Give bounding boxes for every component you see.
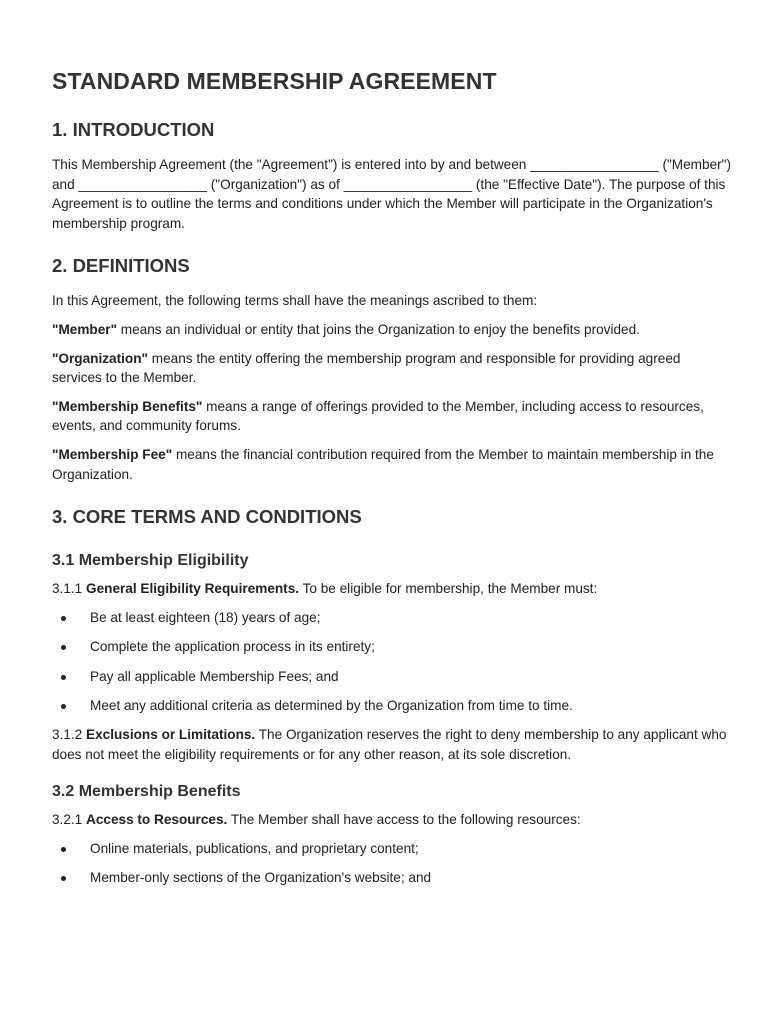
clause-text: The Organization reserves the right to deny membership to any applicant who does not meet the eligibility requirements or for any other reason, at its sole discretion. — [52, 727, 727, 762]
section-heading-introduction: 1. INTRODUCTION — [52, 119, 215, 140]
document-page — [52, 68, 732, 898]
clause-exclusions — [52, 725, 732, 764]
bullet-icon — [61, 847, 66, 852]
list-item-text: Be at least eighteen (18) years of age; — [90, 609, 321, 625]
definition-member — [52, 320, 732, 340]
effective-date-blank: _________________ — [343, 176, 473, 192]
clause-term: Exclusions or Limitations. — [86, 727, 256, 743]
intro-line1: This Membership Agreement (the "Agreement") is entered into by and between — [52, 157, 527, 172]
list-item-text: Meet any additional criteria as determined by the Organization from time to time. — [90, 697, 573, 713]
clause-access-to-resources — [52, 810, 732, 830]
definition-term: "Member" — [52, 321, 118, 337]
list-item — [52, 667, 732, 687]
clause-number: 3.1.1 — [52, 581, 87, 597]
list-item — [52, 637, 732, 657]
bullet-icon — [61, 675, 66, 680]
clause-number: 3.2.1 — [52, 812, 87, 828]
clause-term: General Eligibility Requirements. — [86, 581, 300, 597]
section-heading-definitions: 2. DEFINITIONS — [52, 255, 190, 277]
document-title: STANDARD MEMBERSHIP AGREEMENT — [52, 68, 497, 94]
bullet-icon — [61, 645, 66, 650]
member-name-blank: _________________ — [530, 157, 659, 172]
list-item-text: Member-only sections of the Organization's website; and — [90, 870, 432, 886]
definition-membership-fee — [52, 445, 732, 484]
definition-term: "Membership Benefits" — [52, 398, 203, 414]
subsection-heading-eligibility: 3.1 Membership Eligibility — [52, 552, 249, 570]
definition-term: "Organization" — [52, 350, 148, 366]
clause-number: 3.1.2 — [52, 727, 87, 743]
definition-organization — [52, 349, 732, 388]
organization-label: ("Organization") as of — [207, 176, 340, 192]
list-item-text: Online materials, publications, and proprietary content; — [90, 841, 419, 857]
list-item-text: Pay all applicable Membership Fees; and — [90, 668, 339, 684]
eligibility-requirements-list — [52, 608, 732, 716]
organization-name-blank: _________________ — [78, 176, 207, 192]
intro-rest: (the "Effective Date"). The purpose of this Agreement is to outline the terms and conditions under which the Member will participate in the Organization's membership program. — [52, 176, 726, 231]
list-item-text: Complete the application process in its entirety; — [90, 639, 375, 655]
list-item — [52, 839, 732, 859]
bullet-icon — [61, 704, 66, 709]
definition-membership-benefits — [52, 397, 732, 436]
section-heading-core-terms: 3. CORE TERMS AND CONDITIONS — [52, 506, 362, 528]
definition-term: "Membership Fee" — [52, 446, 173, 462]
member-label: ("Member") and — [52, 157, 732, 192]
clause-general-eligibility — [52, 579, 732, 599]
introduction-paragraph — [52, 155, 732, 233]
list-item — [52, 608, 732, 628]
list-item — [52, 696, 732, 716]
definitions-lead: In this Agreement, the following terms shall have the meanings ascribed to them: — [52, 293, 538, 309]
clause-term: Access to Resources. — [86, 812, 228, 828]
definition-text: means an individual or entity that joins the Organization to enjoy the benefits provided. — [117, 321, 640, 337]
resources-list — [52, 839, 732, 888]
subsection-heading-benefits: 3.2 Membership Benefits — [52, 783, 241, 801]
definition-text: means a range of offerings provided to the Member, including access to resources, events, and community forums. — [52, 398, 704, 434]
bullet-icon — [61, 616, 66, 621]
list-item — [52, 868, 732, 888]
clause-text: To be eligible for membership, the Member must: — [299, 581, 598, 597]
definition-text: means the financial contribution required from the Member to maintain membership in the Organization. — [52, 446, 714, 482]
bullet-icon — [61, 876, 66, 881]
clause-text: The Member shall have access to the following resources: — [227, 812, 581, 828]
definition-text: means the entity offering the membership program and responsible for providing agreed services to the Member. — [52, 350, 681, 386]
